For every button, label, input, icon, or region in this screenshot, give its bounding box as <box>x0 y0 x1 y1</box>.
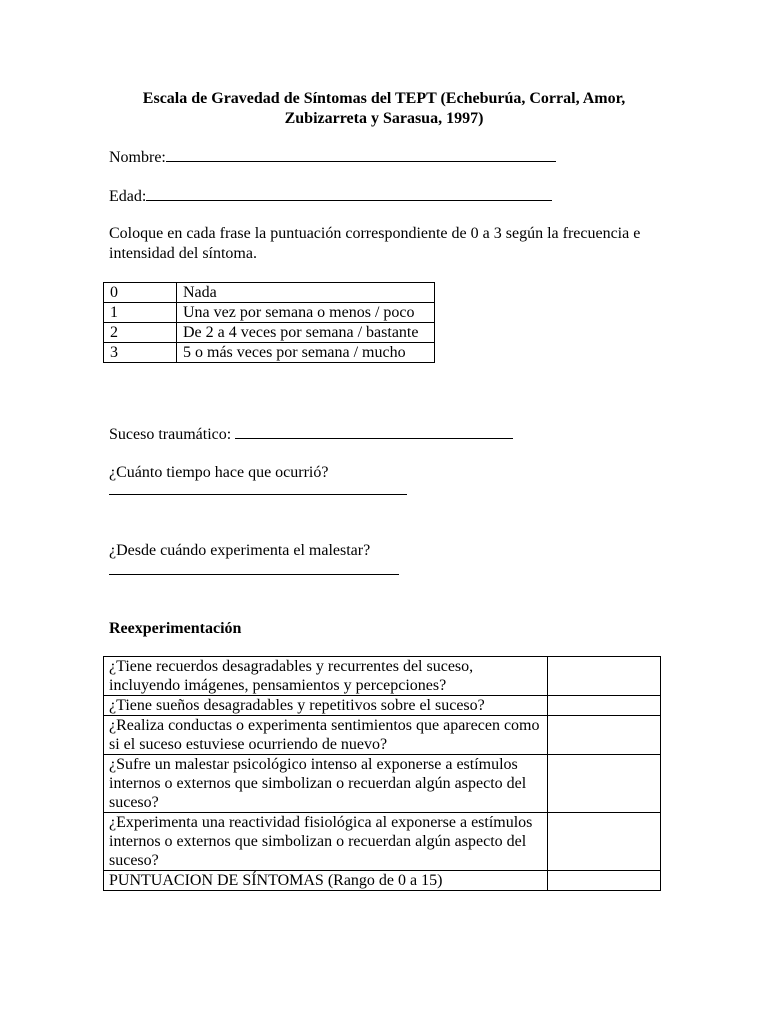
edad-row <box>109 187 552 206</box>
section-title: Reexperimentación <box>109 620 242 637</box>
question-text: ¿Experimenta una reactividad fisiológica al exponerse a estímulos internos o externos que simbolizan o recuerdan algún aspecto del suceso? <box>104 813 548 871</box>
malestar-row <box>109 541 370 560</box>
table-row <box>104 813 661 871</box>
question-text: ¿Realiza conductas o experimenta sentimientos que aparecen como si el suceso estuviese ocurriendo de nuevo? <box>104 716 548 755</box>
edad-field[interactable] <box>146 187 552 201</box>
scale-value: 3 <box>104 343 177 363</box>
tiempo-row <box>109 463 328 482</box>
malestar-field[interactable] <box>109 561 399 575</box>
table-row <box>104 696 661 716</box>
scale-value: 1 <box>104 303 177 323</box>
score-cell[interactable] <box>548 755 661 813</box>
table-row <box>104 343 435 363</box>
scale-label: De 2 a 4 veces por semana / bastante <box>177 323 435 343</box>
malestar-answer-row <box>109 561 399 580</box>
malestar-label: ¿Desde cuándo experimenta el malestar? <box>109 542 371 559</box>
table-row <box>104 323 435 343</box>
nombre-row <box>109 148 556 167</box>
suceso-row <box>109 425 513 444</box>
score-cell[interactable] <box>548 696 661 716</box>
score-cell[interactable] <box>548 716 661 755</box>
total-label: PUNTUACION DE SÍNTOMAS (Rango de 0 a 15) <box>104 871 548 891</box>
question-text: ¿Sufre un malestar psicológico intenso al exponerse a estímulos internos o externos que simbolizan o recuerdan algún aspecto del suceso? <box>104 755 548 813</box>
scale-value: 2 <box>104 323 177 343</box>
tiempo-label: ¿Cuánto tiempo hace que ocurrió? <box>109 464 329 481</box>
table-row <box>104 871 661 891</box>
document-title: Escala de Gravedad de Síntomas del TEPT (Echeburúa, Corral, Amor, Zubizarreta y Sarasua, 1997) <box>142 90 626 127</box>
scale-value: 0 <box>104 283 177 303</box>
nombre-label: Nombre: <box>109 149 166 166</box>
reexperimentacion-table <box>103 656 661 891</box>
suceso-field[interactable] <box>235 425 513 439</box>
question-text: ¿Tiene recuerdos desagradables y recurrentes del suceso, incluyendo imágenes, pensamientos y percepciones? <box>104 657 548 696</box>
table-row <box>104 303 435 323</box>
tiempo-answer-row <box>109 481 407 500</box>
scale-label: Una vez por semana o menos / poco <box>177 303 435 323</box>
score-cell[interactable] <box>548 657 661 696</box>
table-row <box>104 755 661 813</box>
table-row <box>104 283 435 303</box>
question-text: ¿Tiene sueños desagradables y repetitivos sobre el suceso? <box>104 696 548 716</box>
total-score-cell[interactable] <box>548 871 661 891</box>
table-row <box>104 657 661 696</box>
instructions: Coloque en cada frase la puntuación correspondiente de 0 a 3 según la frecuencia e intensidad del síntoma. <box>109 225 641 262</box>
tiempo-field[interactable] <box>109 481 407 495</box>
nombre-field[interactable] <box>166 148 556 162</box>
table-row <box>104 716 661 755</box>
scale-label: 5 o más veces por semana / mucho <box>177 343 435 363</box>
scale-label: Nada <box>177 283 435 303</box>
frequency-scale-table <box>103 282 435 363</box>
score-cell[interactable] <box>548 813 661 871</box>
edad-label: Edad: <box>109 188 147 205</box>
suceso-label: Suceso traumático: <box>109 426 236 443</box>
